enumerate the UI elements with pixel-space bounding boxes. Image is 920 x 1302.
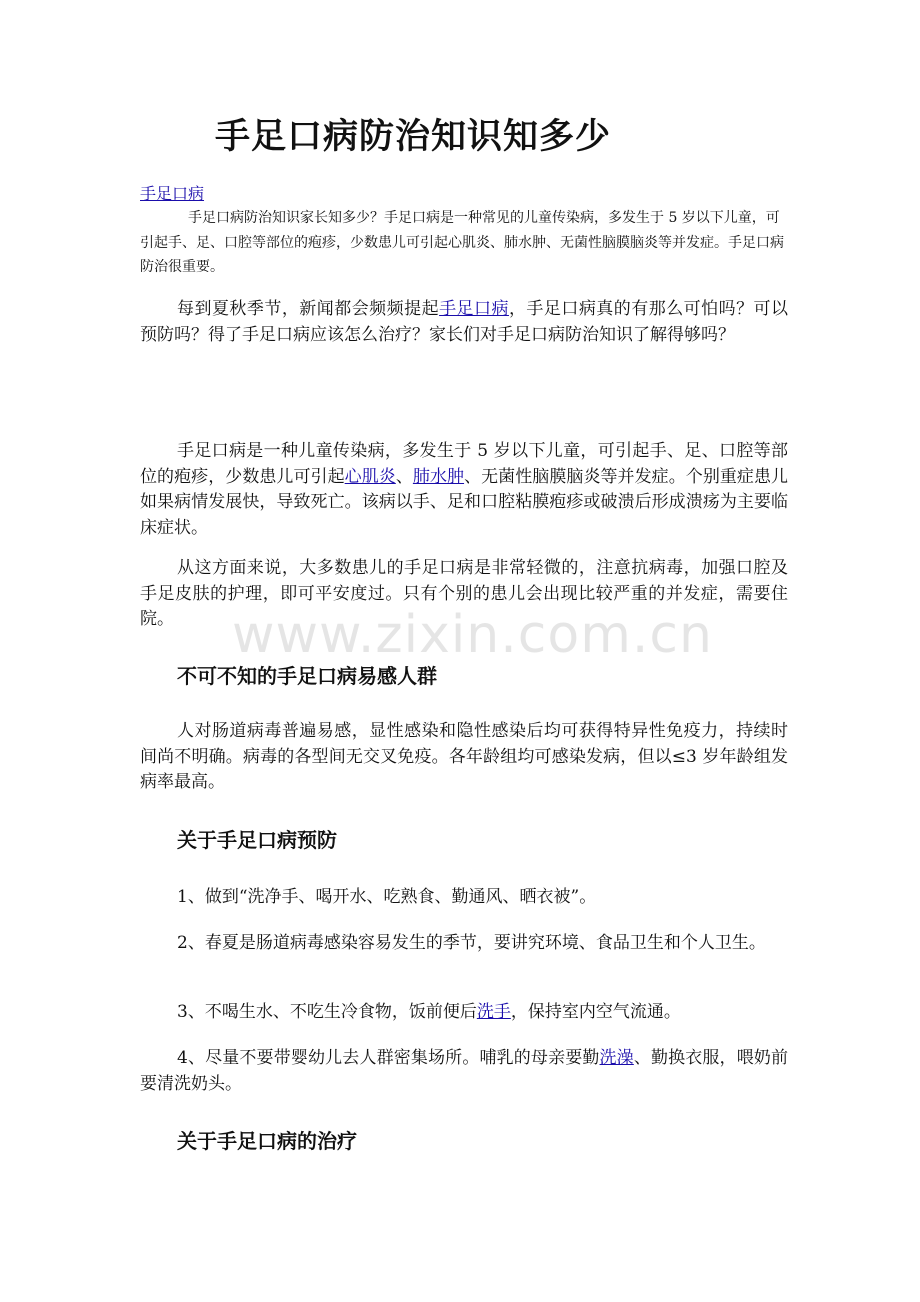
myocarditis-link[interactable]: 心肌炎 [344,466,396,487]
para2-text-post: 、无菌性脑膜脑炎等并发症。个别重症患儿如果病情发展快，导致死亡。该病以手、足和口腔粘膜疱疹或破溃后形成溃疡为主要临床症状。 [140,466,789,538]
item3-text-pre: 3、不喝生水、不吃生冷食物，饭前便后 [177,1002,477,1022]
prevention-item-2: 2、春夏是肠道病毒感染容易发生的季节，要讲究环境、食品卫生和个人卫生。 [177,933,766,953]
intro-text-post: ，手足口病真的有那么可怕吗？可以预防吗？得了手足口病应该怎么治疗？家长们对手足口病防治知识了解得够吗？ [140,299,789,345]
definition-paragraph [140,439,788,541]
pulmonary-edema-link[interactable]: 肺水肿 [412,466,465,487]
prevention-item-1: 1、做到“洗净手、喝开水、吃熟食、勤通风、晒衣被”。 [177,887,597,907]
heading-prevention: 关于手足口病预防 [177,828,337,852]
bathe-link[interactable]: 洗澡 [599,1048,634,1068]
watermark: www.zixin.com.cn [232,605,713,665]
intro-text-pre: 每到夏秋季节，新闻都会频频提起 [177,299,440,319]
item4-text-post: 、勤换衣服，喂奶前要清洗奶头。 [140,1048,788,1094]
intro-link-hfmd[interactable]: 手足口病 [439,299,509,319]
page-title: 手足口病防治知识知多少 [215,116,612,157]
summary-paragraph: 手足口病防治知识家长知多少？手足口病是一种常见的儿童传染病，多发生于 5 岁以下儿童，可引起手、足、口腔等部位的疱疹，少数患儿可引起心肌炎、肺水肿、无菌性脑膜脑炎等并发症。手足口病防治很重要。 [140,210,784,275]
item4-text-pre: 4、尽量不要带婴幼儿去人群密集场所。哺乳的母亲要勤 [177,1048,600,1068]
mild-cases-paragraph: 从这方面来说，大多数患儿的手足口病是非常轻微的，注意抗病毒，加强口腔及手足皮肤的护理，即可平安度过。只有个别的患儿会出现比较严重的并发症，需要住院。 [140,558,788,629]
item3-text-post: ，保持室内空气流通。 [510,1002,681,1022]
heading-susceptible: 不可不知的手足口病易感人群 [177,664,437,688]
tag-link-hfmd[interactable]: 手足口病 [140,184,205,203]
para2-text-pre: 手足口病是一种儿童传染病，多发生于 5 岁以下儿童，可引起手、足、口腔等部位的疱疹，少数患儿可引起 [140,441,788,487]
prevention-item-4 [140,1046,788,1097]
intro-paragraph [140,297,788,348]
para2-separator: 、 [395,466,413,487]
prevention-item-3 [140,1000,788,1026]
heading-treatment: 关于手足口病的治疗 [177,1129,357,1153]
wash-hands-link[interactable]: 洗手 [476,1002,511,1022]
susceptible-paragraph: 人对肠道病毒普遍易感，显性感染和隐性感染后均可获得特异性免疫力，持续时间尚不明确。病毒的各型间无交叉免疫。各年龄组均可感染发病，但以≤3 岁年龄组发病率最高。 [140,721,788,792]
